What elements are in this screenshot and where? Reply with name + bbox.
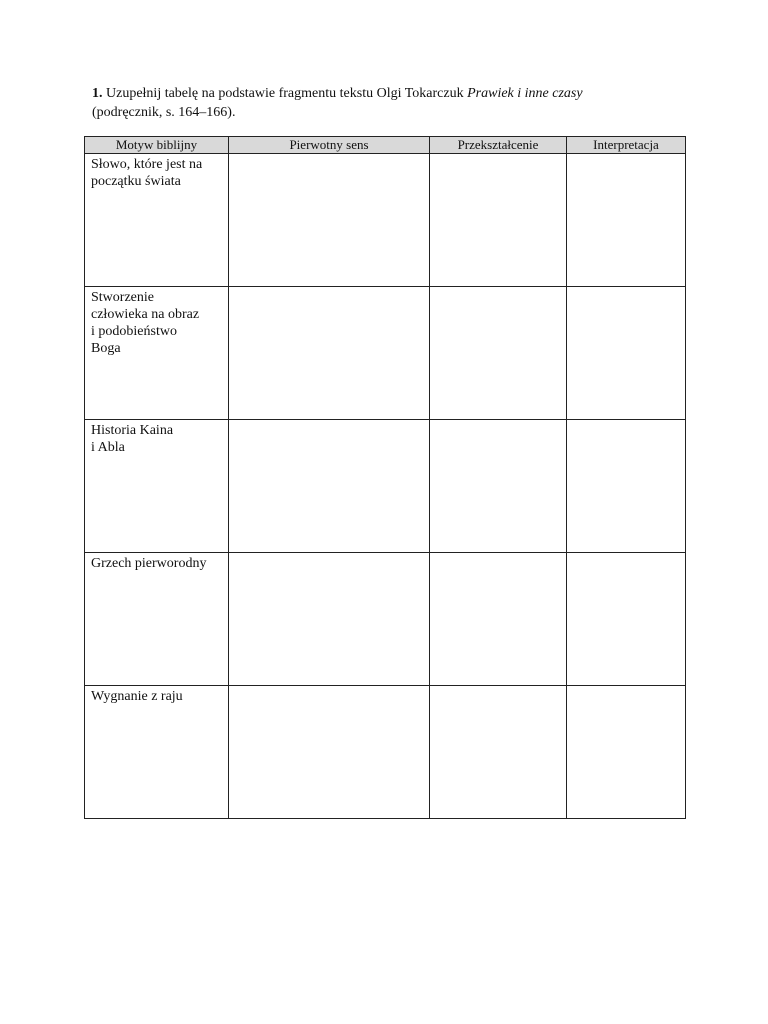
motif-text: Grzech pierworodny bbox=[91, 556, 207, 571]
motif-cell bbox=[85, 553, 229, 686]
motif-text: Historia Kaina bbox=[91, 423, 174, 438]
motif-text: i Abla bbox=[91, 440, 125, 455]
answer-cell-interpretation[interactable] bbox=[567, 686, 686, 819]
textbook-reference: (podręcznik, s. 164–166). bbox=[92, 105, 236, 120]
table-row bbox=[85, 287, 686, 420]
answer-cell-interpretation[interactable] bbox=[567, 420, 686, 553]
motif-cell bbox=[85, 686, 229, 819]
motif-text: Wygnanie z raju bbox=[91, 689, 183, 704]
motif-cell bbox=[85, 154, 229, 287]
table-row bbox=[85, 420, 686, 553]
table-row bbox=[85, 686, 686, 819]
header-transformation: Przekształcenie bbox=[430, 137, 567, 154]
task-instruction bbox=[92, 84, 692, 122]
answer-cell-interpretation[interactable] bbox=[567, 553, 686, 686]
answer-cell-transformation[interactable] bbox=[430, 154, 567, 287]
book-title: Prawiek i inne czasy bbox=[467, 86, 583, 101]
motif-text: Boga bbox=[91, 341, 121, 356]
task-number: 1. bbox=[92, 86, 103, 101]
answer-cell-transformation[interactable] bbox=[430, 287, 567, 420]
motif-cell bbox=[85, 287, 229, 420]
table-row bbox=[85, 154, 686, 287]
motif-text: początku świata bbox=[91, 174, 181, 189]
motif-text: Słowo, które jest na bbox=[91, 157, 203, 172]
answer-cell-interpretation[interactable] bbox=[567, 154, 686, 287]
answer-cell-transformation[interactable] bbox=[430, 686, 567, 819]
answer-cell-interpretation[interactable] bbox=[567, 287, 686, 420]
answer-cell-original-meaning[interactable] bbox=[229, 154, 430, 287]
header-interpretation: Interpretacja bbox=[567, 137, 686, 154]
answer-cell-original-meaning[interactable] bbox=[229, 287, 430, 420]
answer-cell-transformation[interactable] bbox=[430, 553, 567, 686]
answer-cell-transformation[interactable] bbox=[430, 420, 567, 553]
table-row bbox=[85, 553, 686, 686]
task-text: Uzupełnij tabelę na podstawie fragmentu tekstu Olgi Tokarczuk bbox=[102, 86, 468, 101]
header-motif: Motyw biblijny bbox=[85, 137, 229, 154]
motif-cell bbox=[85, 420, 229, 553]
motif-text: Stworzenie bbox=[91, 290, 154, 305]
answer-cell-original-meaning[interactable] bbox=[229, 686, 430, 819]
worksheet-table bbox=[84, 136, 686, 819]
motif-text: człowieka na obraz bbox=[91, 307, 200, 322]
motif-text: i podobieństwo bbox=[91, 324, 177, 339]
answer-cell-original-meaning[interactable] bbox=[229, 420, 430, 553]
table-header-row bbox=[85, 137, 686, 154]
answer-cell-original-meaning[interactable] bbox=[229, 553, 430, 686]
header-original-meaning: Pierwotny sens bbox=[229, 137, 430, 154]
